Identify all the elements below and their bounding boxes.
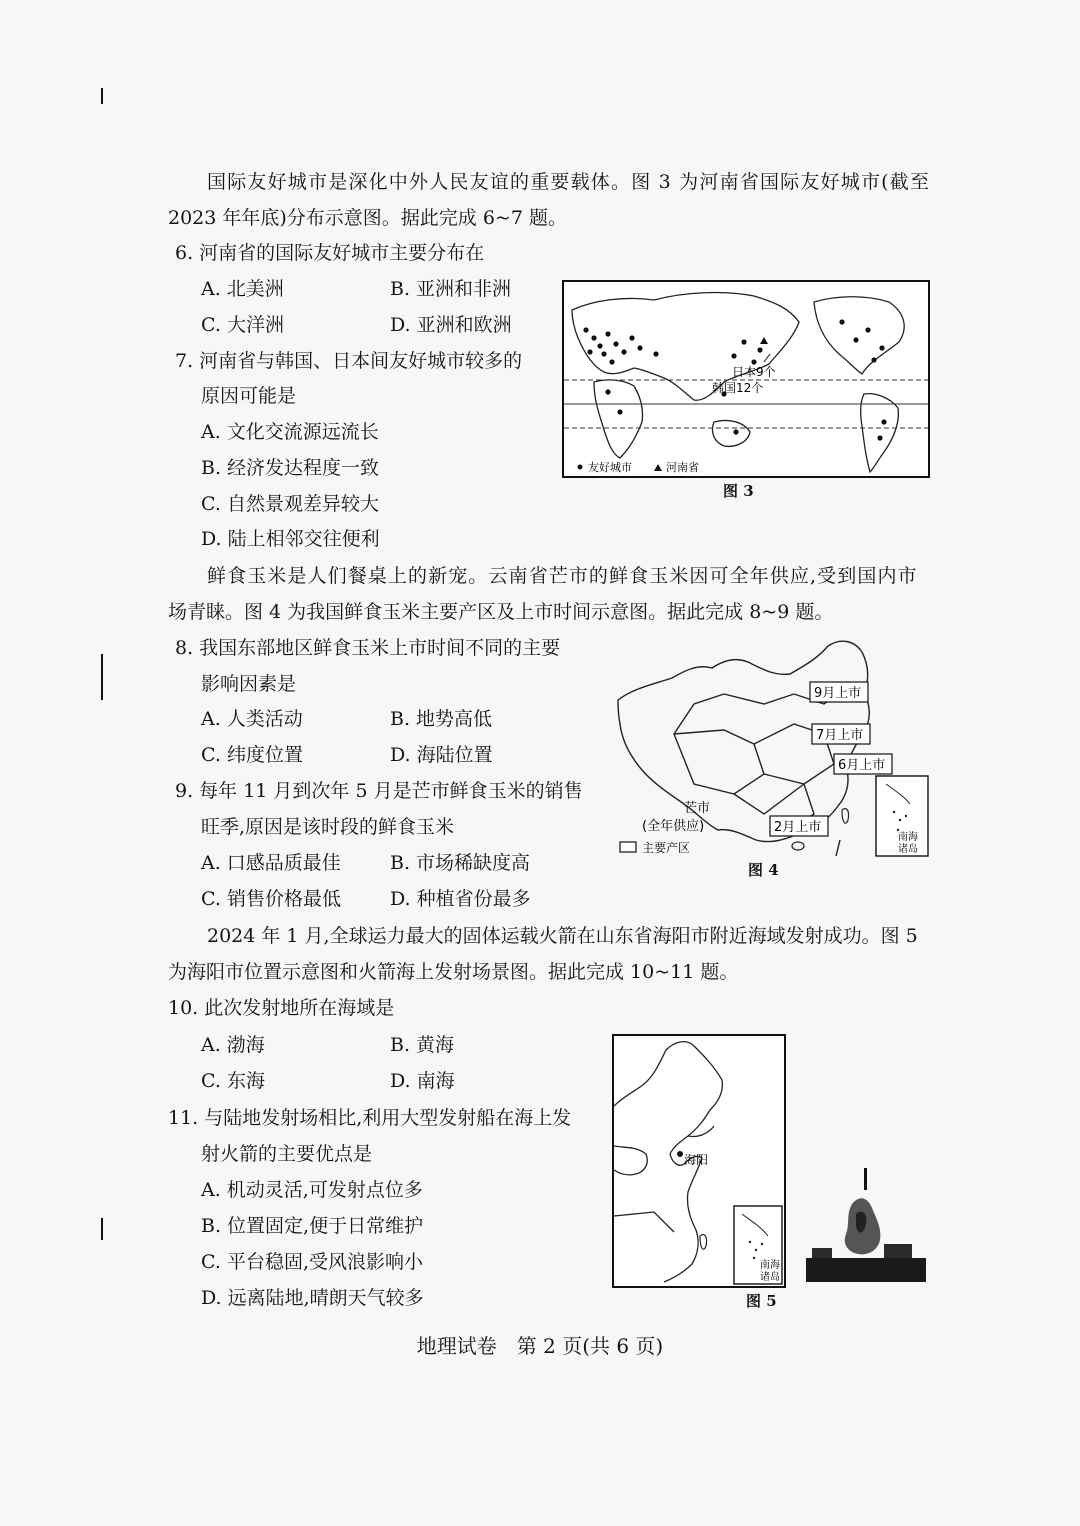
city-dot [751, 359, 756, 364]
ship-structure [812, 1248, 832, 1258]
question-10-option-d[interactable]: D. 南海 [390, 1070, 455, 1092]
question-11-stem-line2: 射火箭的主要优点是 [201, 1143, 373, 1165]
intro-8-9-line1: 鲜食玉米是人们餐桌上的新宠。云南省芒市的鲜食玉米因可全年供应,受到国内市 [207, 565, 918, 587]
question-6-option-a[interactable]: A. 北美洲 [201, 278, 284, 300]
question-11-stem-line1: 11. 与陆地发射场相比,利用大型发射船在海上发 [168, 1107, 572, 1129]
question-8-stem-line1: 8. 我国东部地区鲜食玉米上市时间不同的主要 [175, 637, 561, 659]
page-footer: 地理试卷 第 2 页(共 6 页) [416, 1334, 664, 1358]
haiyang-map-graphic [614, 1036, 784, 1286]
city-dot [605, 331, 610, 336]
province-boundary [614, 1212, 674, 1232]
question-8-option-b[interactable]: B. 地势高低 [390, 708, 493, 730]
figure-3-world-map [562, 280, 930, 478]
boundary-mark [836, 840, 840, 856]
city-dot [621, 349, 626, 354]
city-dot [853, 337, 858, 342]
city-dot [741, 339, 746, 344]
question-9-option-c[interactable]: C. 销售价格最低 [201, 888, 341, 910]
south-america-outline [861, 394, 899, 472]
eurasia-outline [572, 293, 799, 401]
margin-mark-bottom [101, 1218, 103, 1240]
legend-city-dot [578, 465, 583, 470]
margin-mark-middle [101, 654, 103, 700]
intro-10-11-line1: 2024 年 1 月,全球运力最大的固体运载火箭在山东省海阳市附近海域发射成功。图 5 [207, 925, 918, 947]
label-mangshi: 芒市 [684, 801, 711, 816]
margin-mark-top [101, 88, 103, 104]
launch-ship [806, 1258, 926, 1282]
inset-label-1: 南海 [760, 1260, 780, 1271]
question-6-option-c[interactable]: C. 大洋洲 [201, 314, 284, 336]
taiwan-outline [700, 1234, 707, 1249]
henan-triangle-marker [760, 337, 768, 344]
city-dot [879, 345, 884, 350]
question-10-stem: 10. 此次发射地所在海域是 [168, 997, 395, 1019]
question-10-option-c[interactable]: C. 东海 [201, 1070, 265, 1092]
figure-5-haiyang-map [612, 1034, 786, 1288]
rocket-launch-photo [806, 1164, 926, 1286]
question-7-option-a[interactable]: A. 文化交流源远流长 [201, 421, 379, 443]
city-dot [601, 351, 606, 356]
city-dot [617, 409, 622, 414]
question-8-stem-line2: 影响因素是 [201, 673, 297, 695]
figure-3-caption: 图 3 [723, 482, 754, 500]
ship-structure [884, 1244, 912, 1258]
city-dot [587, 349, 592, 354]
city-dot [609, 359, 614, 364]
city-dot [757, 347, 762, 352]
question-9-stem-line1: 9. 每年 11 月到次年 5 月是芒市鲜食玉米的销售 [175, 780, 583, 802]
province-boundary [724, 694, 794, 704]
taiwan-outline [842, 808, 849, 823]
question-11-option-c[interactable]: C. 平台稳固,受风浪影响小 [201, 1251, 423, 1273]
bohai-coast [614, 1146, 647, 1175]
question-9-option-a[interactable]: A. 口感品质最佳 [201, 852, 341, 874]
city-dot [629, 335, 634, 340]
label-all-year: (全年供应) [642, 819, 705, 834]
question-6-option-d[interactable]: D. 亚洲和欧洲 [390, 314, 512, 336]
question-7-option-c[interactable]: C. 自然景观差异较大 [201, 493, 379, 515]
china-map-graphic [614, 634, 934, 866]
legend-production-label: 主要产区 [642, 841, 691, 855]
world-map-graphic [564, 282, 928, 476]
question-9-option-b[interactable]: B. 市场稀缺度高 [390, 852, 531, 874]
figure-4-caption: 图 4 [748, 861, 779, 879]
legend-henan-triangle [654, 464, 662, 471]
question-10-option-a[interactable]: A. 渤海 [201, 1034, 265, 1056]
question-7-stem-line1: 7. 河南省与韩国、日本间友好城市较多的 [175, 350, 523, 372]
label-sep: 9月上市 [814, 686, 862, 701]
korea-label: 韩国12个 [712, 381, 764, 395]
city-dot [877, 435, 882, 440]
haiyang-marker [677, 1151, 683, 1157]
figure-4-china-map [614, 634, 934, 866]
label-jul: 7月上市 [816, 728, 864, 743]
intro-10-11-line2: 为海阳市位置示意图和火箭海上发射场景图。据此完成 10~11 题。 [168, 961, 739, 983]
question-11-option-a[interactable]: A. 机动灵活,可发射点位多 [201, 1179, 423, 1201]
rocket-trail [864, 1168, 867, 1190]
rocket-launch-graphic [806, 1164, 926, 1286]
intro-6-7-line2: 2023 年年底)分布示意图。据此完成 6~7 题。 [168, 207, 567, 229]
question-7-option-b[interactable]: B. 经济发达程度一致 [201, 457, 380, 479]
north-america-outline [814, 297, 904, 374]
city-dot [637, 345, 642, 350]
city-dot [865, 327, 870, 332]
question-9-option-d[interactable]: D. 种植省份最多 [390, 888, 531, 910]
question-9-stem-line2: 旺季,原因是该时段的鲜食玉米 [201, 816, 455, 838]
question-11-option-b[interactable]: B. 位置固定,便于日常维护 [201, 1215, 424, 1237]
city-dot [583, 327, 588, 332]
inset-label-2: 诸岛 [760, 1272, 780, 1283]
hainan-outline [792, 842, 804, 850]
japan-pointer [764, 354, 770, 362]
city-dot [731, 353, 736, 358]
city-dot [597, 343, 602, 348]
province-boundary [674, 730, 764, 794]
question-11-option-d[interactable]: D. 远离陆地,晴朗天气较多 [201, 1287, 424, 1309]
question-10-option-b[interactable]: B. 黄海 [390, 1034, 455, 1056]
africa-outline [594, 380, 643, 458]
question-7-option-d[interactable]: D. 陆上相邻交往便利 [201, 528, 380, 550]
legend-henan-label: 河南省 [666, 461, 699, 474]
legend-city-label: 友好城市 [588, 461, 632, 474]
intro-8-9-line2: 场青睐。图 4 为我国鲜食玉米主要产区及上市时间示意图。据此完成 8~9 题。 [168, 601, 834, 623]
label-feb: 2月上市 [774, 820, 822, 835]
question-6-stem: 6. 河南省的国际友好城市主要分布在 [175, 242, 485, 264]
legend-production-box [620, 842, 636, 852]
australia-outline [712, 420, 750, 446]
question-8-option-a[interactable]: A. 人类活动 [201, 708, 303, 730]
inset-label-1: 南海 [898, 832, 918, 843]
question-8-option-c[interactable]: C. 纬度位置 [201, 744, 303, 766]
city-dot [591, 335, 596, 340]
province-boundary [674, 694, 724, 734]
city-dot [881, 419, 886, 424]
question-8-option-d[interactable]: D. 海陆位置 [390, 744, 493, 766]
inset-label-2: 诸岛 [898, 844, 918, 855]
figure-5-caption: 图 5 [746, 1292, 777, 1310]
city-dot [733, 429, 738, 434]
city-dot [871, 357, 876, 362]
city-dot [839, 319, 844, 324]
question-7-stem-line2: 原因可能是 [201, 385, 297, 407]
haiyang-label: 海阳 [684, 1153, 709, 1167]
city-dot [613, 341, 618, 346]
japan-label: 日本9个 [732, 365, 776, 379]
city-dot [605, 389, 610, 394]
label-jun: 6月上市 [838, 758, 886, 773]
city-dot [653, 351, 658, 356]
question-6-option-b[interactable]: B. 亚洲和非洲 [390, 278, 512, 300]
intro-6-7-line1: 国际友好城市是深化中外人民友谊的重要载体。图 3 为河南省国际友好城市(截至 [207, 171, 931, 193]
korea-peninsula-coast [688, 1126, 714, 1137]
